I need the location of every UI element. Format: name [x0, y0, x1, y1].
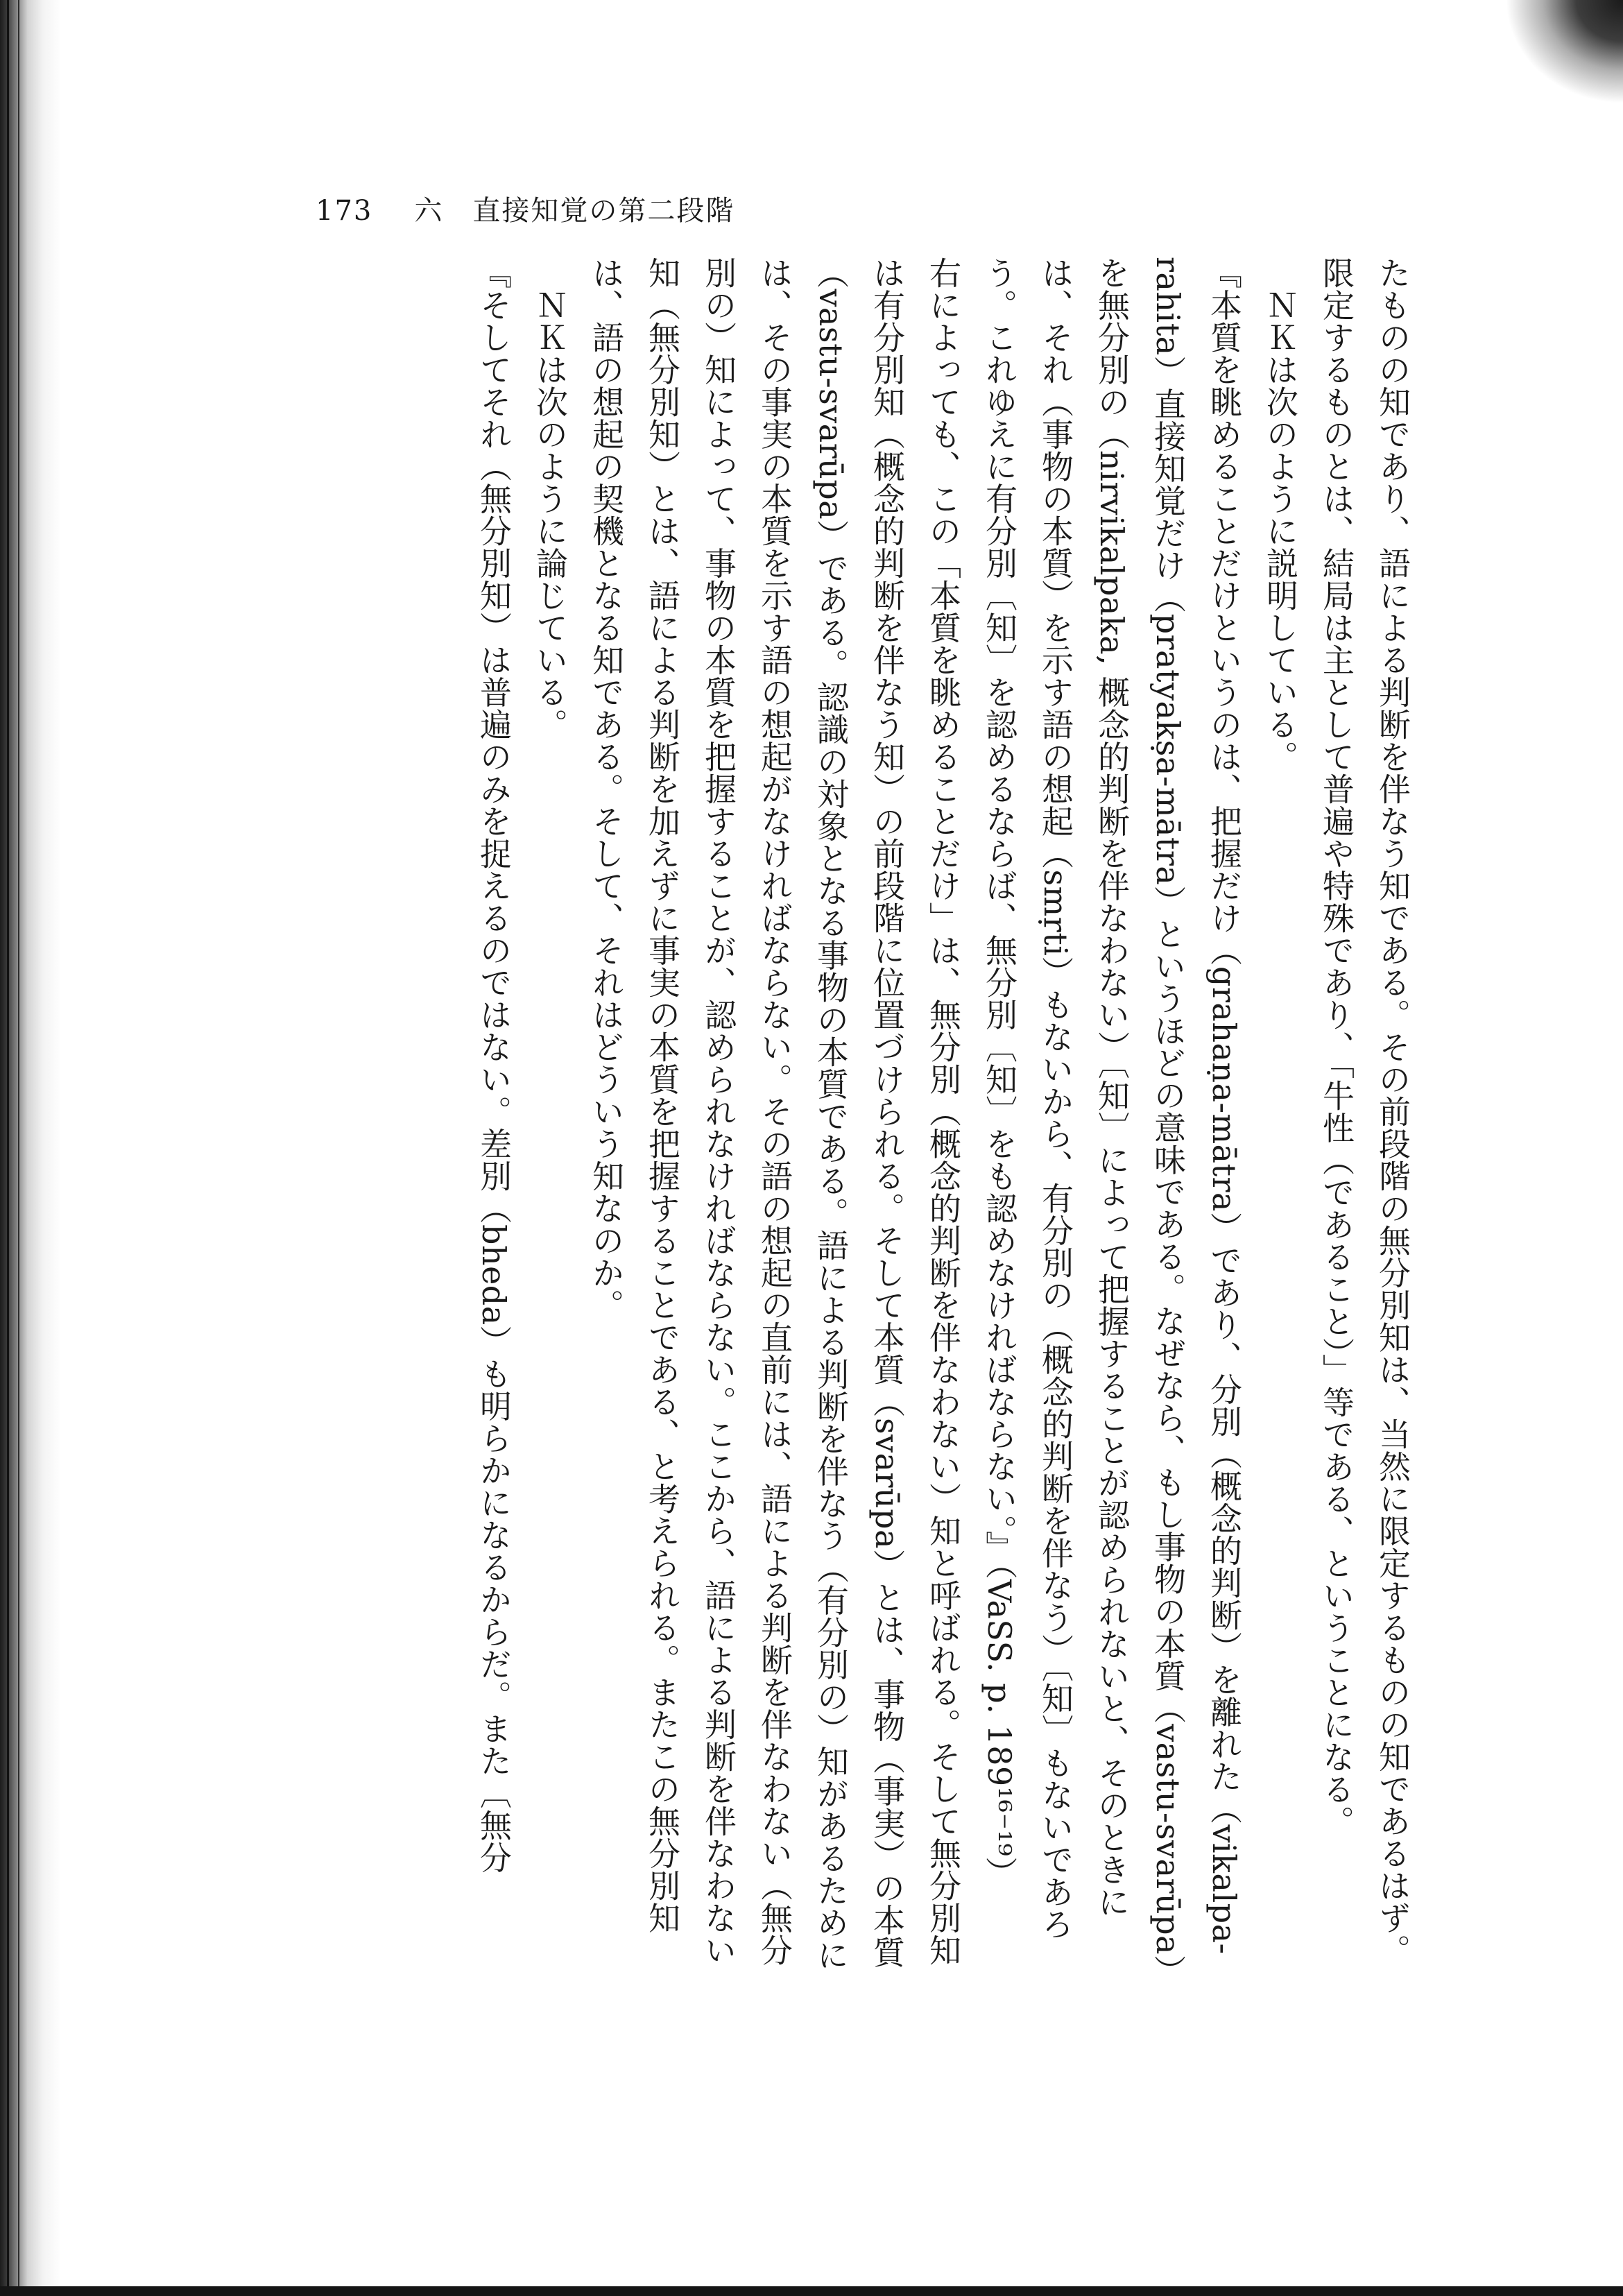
- spine-edge-line: [7, 0, 9, 2296]
- scan-corner-shadow: [1505, 0, 1623, 104]
- paragraph: ＮＫは次のように論じている。: [531, 257, 569, 741]
- paragraph: 右によっても、この「本質を眺めることだけ」は、無分別（概念的判断を伴なわない）知と呼ばれる。そして無分別知は有分別知（概念的判断を伴なう知）の前段階に位置づけられる。そして本質（svarūpa）とは、事物（事実）の本質（vastu-svarūpa）である。認識の対象となる事物の本質である。語による判断を伴なう（有分別の）知があるためには、その事実の本質を示す語の想起がなければならない。その語の想起の直前には、語による判断を伴なわない（無分別の）知によって、事物の本質を把握することが、認められなければならない。ここから、語による判断を伴なわない知（無分別知）とは、語による判断を加えずに事実の本質を把握することである、と考えられる。またこの無分別知は、語の想起の契機となる知である。そして、それはどういう知なのか。: [587, 257, 962, 1971]
- scan-bottom-edge: [0, 2286, 1623, 2296]
- running-header: [316, 189, 735, 228]
- book-spine-shadow: [0, 0, 61, 2296]
- page-number: 173: [316, 195, 373, 227]
- body-text: [465, 257, 1420, 1977]
- paragraph: たものの知であり、語による判断を伴なう知である。その前段階の無分別知は、当然に限定するものの知であるはず。限定するものとは、結局は主として普遍や特殊であり、「牛性（であること）」等である、ということになる。: [1318, 257, 1411, 1967]
- spine-edge-line: [18, 0, 19, 2296]
- quotation-paragraph: 『そしてそれ（無分別知）は普遍のみを捉えるのではない。差別（bheda）も明らかになるからだ。また〔無分: [475, 257, 513, 1874]
- quotation-paragraph: 『本質を眺めることだけというのは、把握だけ（grahaṇa-mātra）であり、分別（概念的判断）を離れた（vikalpa-rahita）直接知覚だけ（pratyakṣa-mātra）というほどの意味である。なぜなら、もし事物の本質（vastu-svarūpa）を無分別の（nirvikalpaka, 概念的判断を伴なわない）〔知〕によって把握することが認められないと、そのときには、それ（事物の本質）を示す語の想起（smṛti）もないから、有分別の（概念的判断を伴なう）〔知〕もないであろう。これゆえに有分別〔知〕を認めるならば、無分別〔知〕をも認めなければならない。』（VaSS. p. 189¹⁶⁻¹⁹）: [981, 257, 1243, 1971]
- paragraph: ＮＫは次のように説明している。: [1262, 257, 1299, 773]
- section-title: 六 直接知覚の第二段階: [414, 195, 735, 227]
